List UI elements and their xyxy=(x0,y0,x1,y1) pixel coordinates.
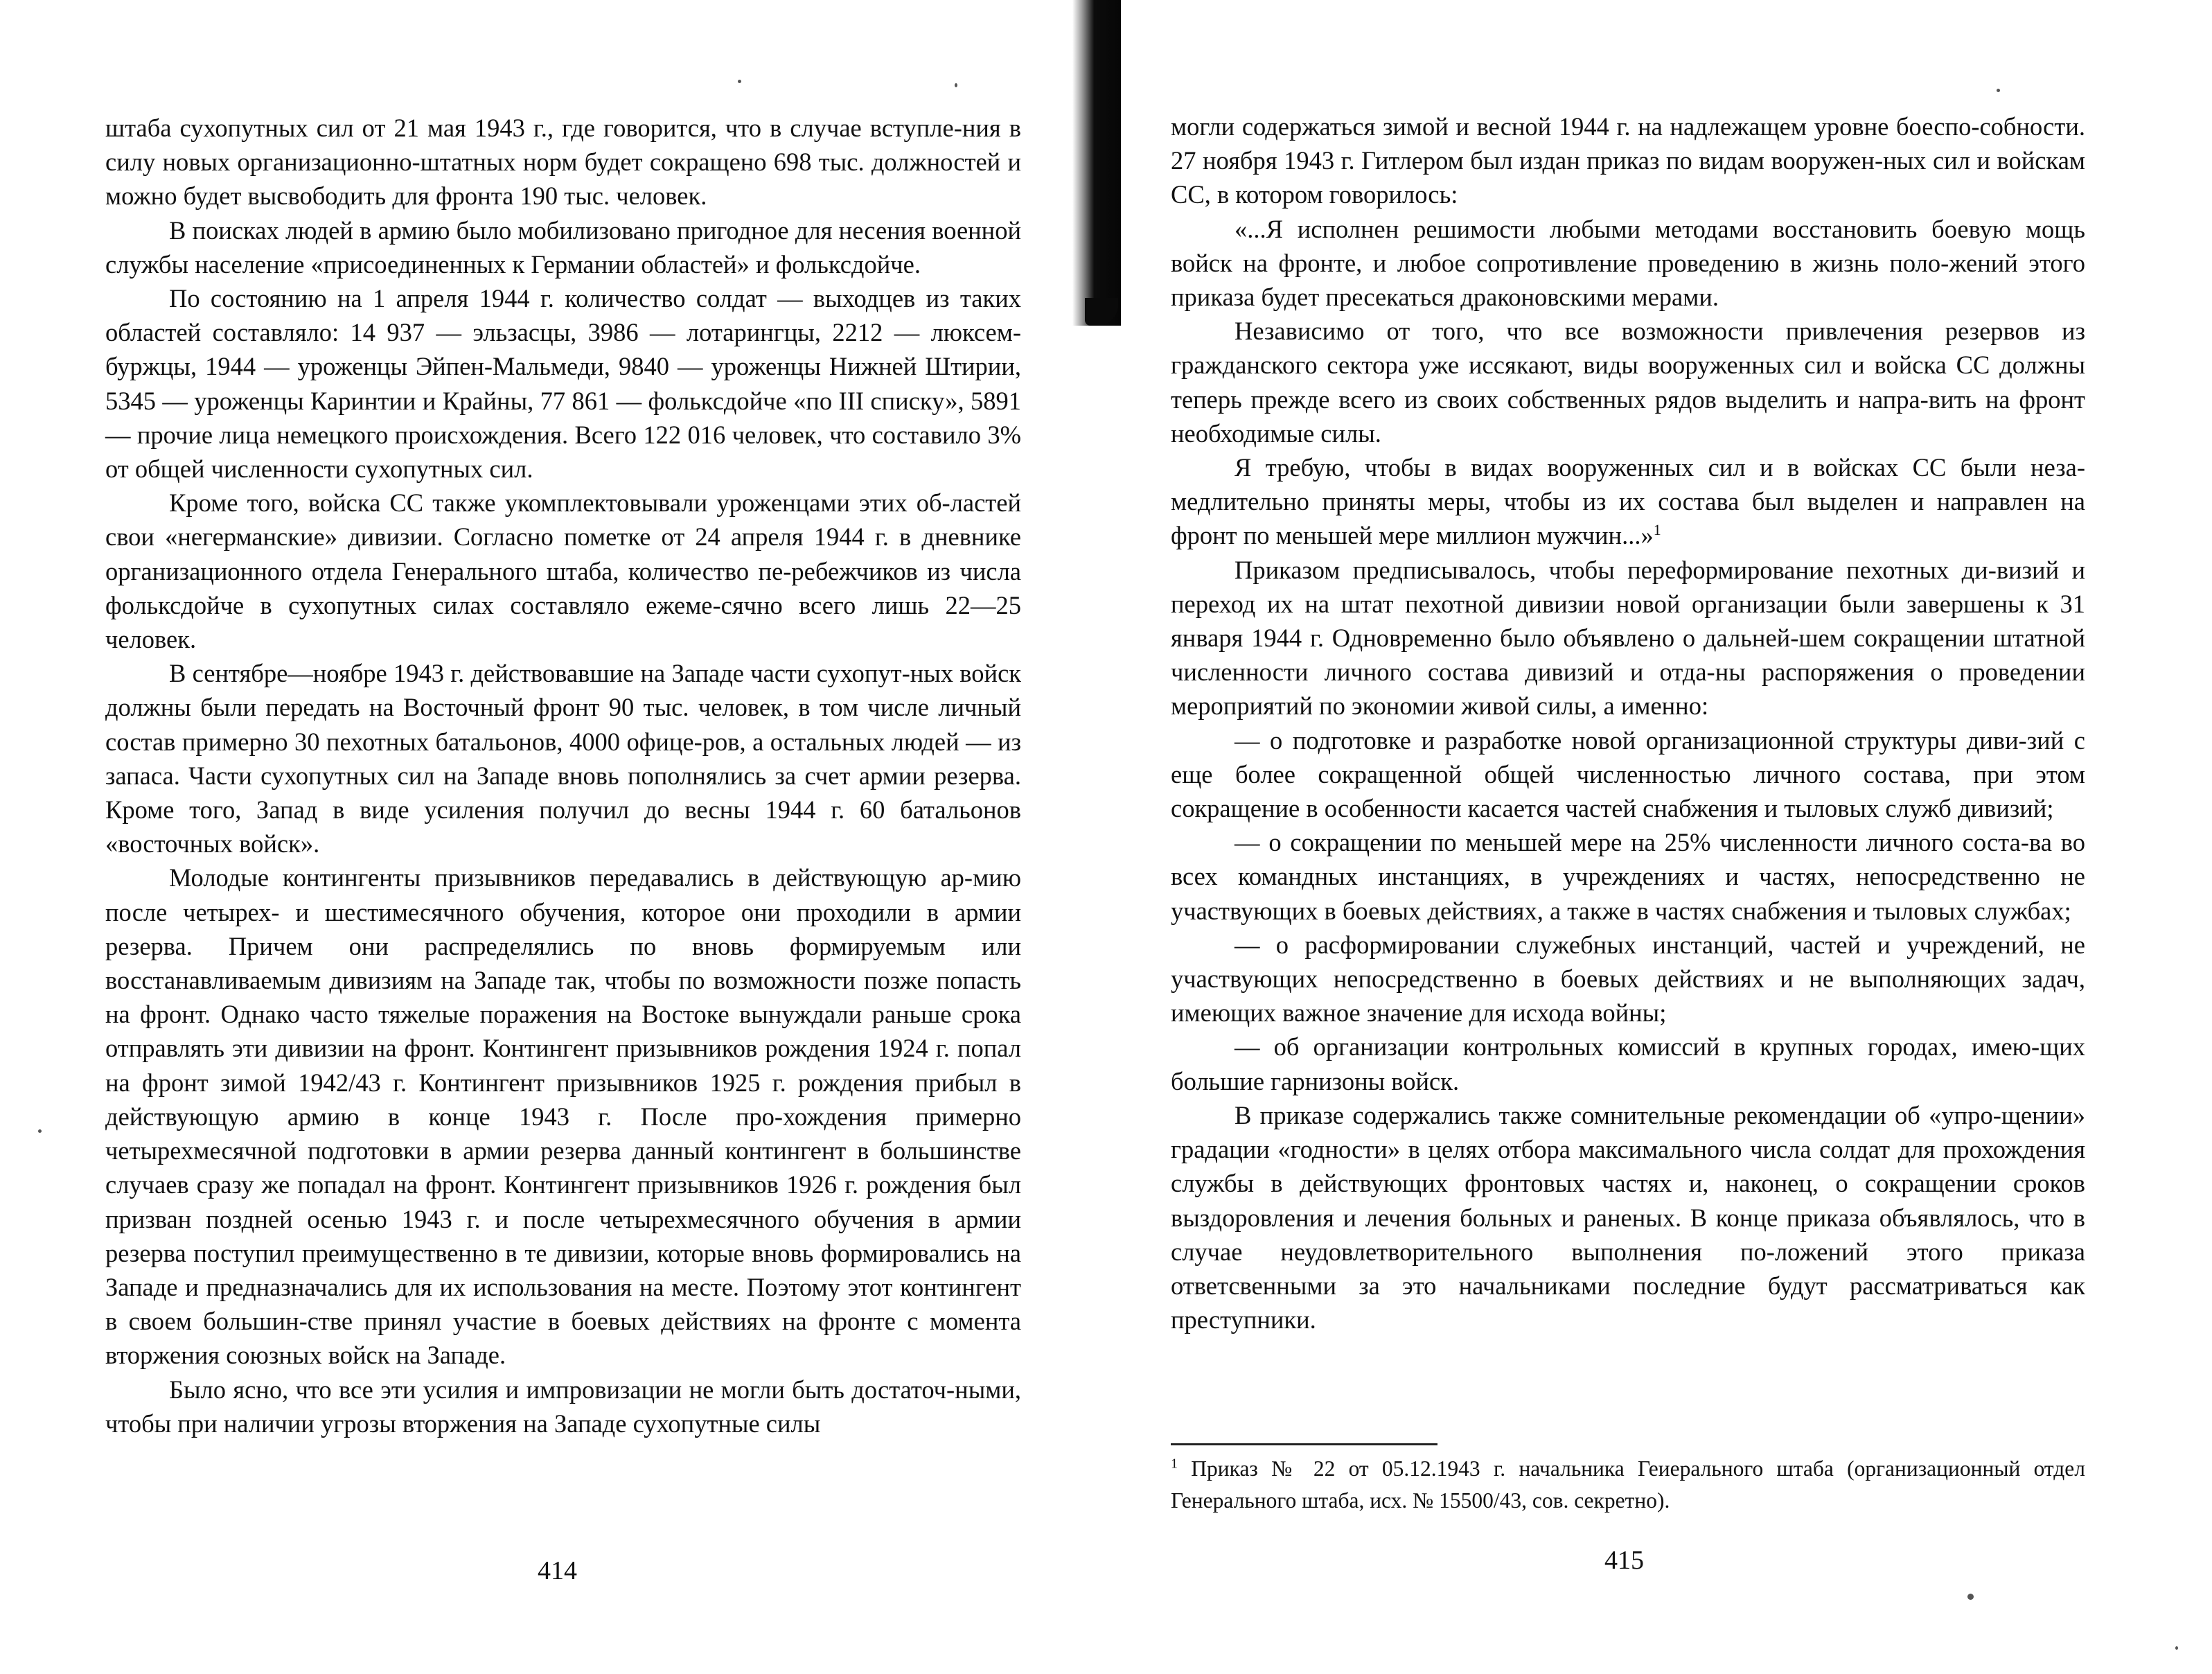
scan-speck xyxy=(1967,1594,1974,1600)
list-item: — о подготовке и разработке новой организационной структуры диви-зий с еще более сокращенной общей численностью личного состава, при этом сокращение в особенности касается частей снабжения и тыловых служб дивизий; xyxy=(1171,725,2085,823)
paragraph: По состоянию на 1 апреля 1944 г. количество солдат — выходцев из таких областей составляло: 14 937 — эльзасцы, 3986 — лотарингцы, 2212 — люксем-буржцы, 1944 — уроженцы Эйпен-Мальмеди, 9840 — уроженцы Нижней Штирии, 5345 — уроженцы Каринтии и Крайны, 77 861 — фольксдойче «по III списку», 5891 — прочие лица немецкого происхождения. Всего 122 016 человек, что составило 3% от общей численности сухопутных сил. xyxy=(105,284,1021,484)
quote-paragraph: «...Я исполнен решимости любыми методами восстановить боевую мощь войск на фронте, и любое сопротивление проведению в жизнь поло-жений этого приказа будет пресекаться драконовскими мерами. xyxy=(1171,214,2085,312)
scan-speck xyxy=(738,80,741,83)
paragraph: Было ясно, что все эти усилия и импровизации не могли быть достаточ-ными, чтобы при наличии угрозы вторжения на Западе сухопутные силы xyxy=(105,1375,1021,1438)
right-page xyxy=(1171,109,2085,1337)
scan-speck xyxy=(38,1129,42,1133)
footnote-divider xyxy=(1171,1443,1437,1445)
list-item: — о сокращении по меньшей мере на 25% численности личного соста-ва во всех командных инстанциях, в учреждениях и частях, непосредственно не участвующих в боевых действиях, а также в частях снабжения и тыловых службах; xyxy=(1171,828,2085,925)
page-number-right: 415 xyxy=(1604,1546,1644,1575)
left-page xyxy=(105,111,1021,1440)
footnote-text: Приказ № 22 от 05.12.1943 г. начальника Геиерального штаба (организационный отдел Генерального штаба, исх. № 15500/43, сов. секретно). xyxy=(1171,1456,2086,1513)
footnote-marker: 1 xyxy=(1171,1456,1178,1472)
paragraph: В сентябре—ноябре 1943 г. действовавшие на Западе части сухопут-ных войск должны были передать на Восточный фронт 90 тыс. человек, в том числе личный состав примерно 30 пехотных батальонов, 4000 офице-ров, а остальных людей — из запаса. Части сухопутных сил на Западе вновь пополнялись за счет армии резерва. Кроме того, Запад в виде усиления получил до весны 1944 г. 60 батальонов «восточных войск». xyxy=(105,659,1021,858)
paragraph: могли содержаться зимой и весной 1944 г. на надлежащем уровне боеспо-собности. 27 ноября 1943 г. Гитлером был издан приказ по видам вооружен-ных сил и войскам СС, в котором говорилось: xyxy=(1171,112,2085,209)
scan-speck xyxy=(955,83,957,87)
paragraph: В приказе содержались также сомнительные рекомендации об «упро-щении» градации «годности» в целях отбора максимального числа солдат для прохождения службы в действующих фронтовых частях и, наконец, о сокращении сроков выздоровления и лечения больных и раненых. В конце приказа объявлялось, что в случае неудовлетворительного выполнения по-ложений этого приказа ответсвенными за это начальниками последние будут рассматриваться как преступники. xyxy=(1171,1100,2085,1334)
paragraph: Молодые контингенты призывников передавались в действующую ар-мию после четырех- и шестимесячного обучения, которое они проходили в армии резерва. Причем они распределялись по вновь формируемым или восстанавливаемым дивизиям на Западе так, чтобы по возможности позже попасть на фронт. Однако часто тяжелые поражения на Востоке вынуждали раньше срока отправлять эти дивизии на фронт. Контингент призывников рождения 1924 г. попал на фронт зимой 1942/43 г. Контингент призывников 1925 г. рождения прибыл в действующую армию в конце 1943 г. После про-хождения примерно четырехмесячной подготовки в армии резерва данный контингент в большинстве случаев сразу же попадал на фронт. Контингент призывников 1926 г. рождения был призван поздней осенью 1943 г. и после четырехмесячного обучения в армии резерва поступил преимущественно в те дивизии, которые вновь формировались на Западе и предназначались для их использования на месте. Поэтому этот контингент в своем большин-стве принял участие в боевых действиях на фронте с момента вторжения союзных войск на Западе. xyxy=(105,863,1021,1370)
page-number-left: 414 xyxy=(538,1556,577,1585)
quote-paragraph-with-footnote xyxy=(1171,450,2085,553)
paragraph: Кроме того, войска СС также укомплектовывали уроженцами этих об-ластей свои «негерманские» дивизии. Согласно пометке от 24 апреля 1944 г. в дневнике организационного отдела Генерального штаба, количество пе-ребежчиков из числа фольксдойче в сухопутных силах составляло ежеме-сячно всего лишь 22—25 человек. xyxy=(105,488,1021,654)
list-item: — об организации контрольных комиссий в крупных городах, имею-щих большие гарнизоны войск. xyxy=(1171,1032,2085,1095)
scan-speck xyxy=(2175,1646,2178,1650)
paragraph: штаба сухопутных сил от 21 мая 1943 г., где говорится, что в случае вступле-ния в силу новых организационно-штатных норм будет сокращено 698 тыс. должностей и можно будет высвободить для фронта 190 тыс. человек. xyxy=(105,114,1021,211)
quote-paragraph: Независимо от того, что все возможности привлечения резервов из гражданского сектора уже иссякают, виды вооруженных сил и войска СС должны теперь прежде всего из своих собственных рядов выделить и напра-вить на фронт необходимые силы. xyxy=(1171,317,2085,448)
scan-speck xyxy=(1997,89,2000,92)
footnote-reference: 1 xyxy=(1653,521,1661,539)
paragraph: Приказом предписывалось, чтобы переформирование пехотных ди-визий и переход их на штат пехотной дивизии новой организации были завершены к 31 января 1944 г. Одновременно было объявлено о дальней-шем сокращении штатной численности личного состава дивизий и отда-ны распоряжения о проведении мероприятий по экономии живой силы, а именно: xyxy=(1171,555,2085,721)
footnote xyxy=(1171,1453,2085,1517)
paragraph: В поисках людей в армию было мобилизовано пригодное для несения военной службы население «присоединенных к Германии областей» и фольксдойче. xyxy=(105,215,1021,279)
list-item: — о расформировании служебных инстанций, частей и учреждений, не участвующих непосредственно в боевых действиях и не выполняющих задач, имеющих важное значение для исхода войны; xyxy=(1171,930,2085,1028)
book-gutter-shadow xyxy=(1072,0,1121,326)
quote-text: Я требую, чтобы в видах вооруженных сил и в войсках СС были неза-медлительно приняты меры, чтобы из их состава был выделен и направлен на фронт по меньшей мере миллион мужчин...» xyxy=(1171,453,2085,550)
